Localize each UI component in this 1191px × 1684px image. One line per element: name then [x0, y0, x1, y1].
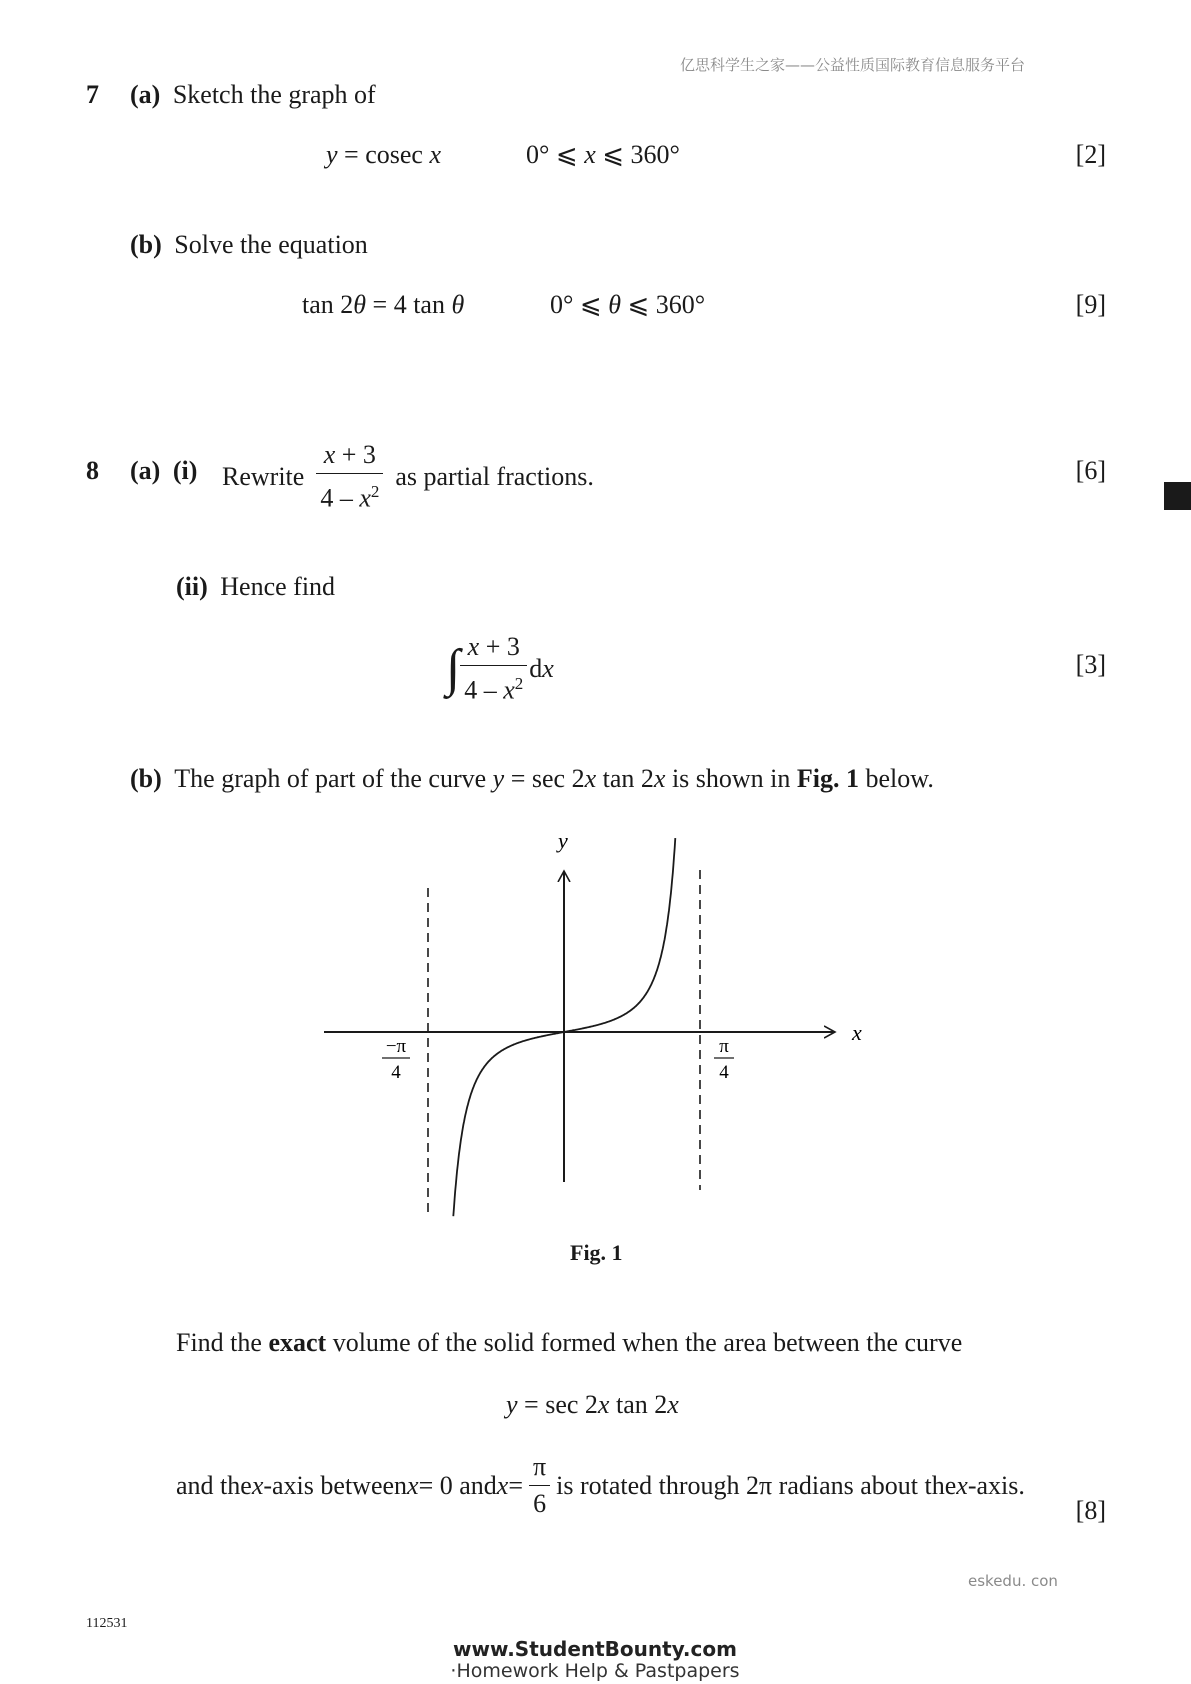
- neg-pi-numerator: −π: [385, 1036, 407, 1057]
- var-x: x: [407, 1470, 419, 1500]
- studentbounty-logo: [440, 1638, 750, 1682]
- question-8aii-marks: [3]: [1075, 650, 1106, 679]
- var-y: y: [492, 764, 505, 793]
- partial-fractions-text: as partial fractions.: [395, 461, 594, 491]
- question-8aii: [176, 572, 335, 602]
- var-x: x: [597, 1390, 610, 1419]
- var-x: x: [667, 1390, 679, 1419]
- fig-ref: Fig. 1: [796, 764, 860, 793]
- figure-1-graph: [300, 830, 880, 1220]
- question-7b: [130, 230, 368, 260]
- exponent: 2: [514, 674, 524, 693]
- eq-text: = cosec: [337, 140, 430, 169]
- question-7b-text: Solve the equation: [174, 230, 368, 259]
- rotation-text: [176, 1452, 1025, 1519]
- question-8b-marks: [8]: [1075, 1496, 1106, 1525]
- var-x: x: [542, 653, 554, 683]
- var-x: x: [359, 483, 371, 513]
- var-x: x: [251, 1470, 264, 1500]
- logo-line-2: ·Homework Help & Pastpapers: [450, 1660, 740, 1682]
- var-y: y: [506, 1390, 518, 1419]
- integral-sign: ∫: [446, 639, 461, 697]
- text: is shown in: [665, 764, 797, 793]
- var-x: x: [584, 764, 597, 793]
- question-7b-marks: [9]: [1075, 290, 1106, 319]
- exact-word: exact: [268, 1328, 327, 1357]
- range-var: θ: [608, 290, 621, 319]
- figure-caption: Fig. 1: [570, 1240, 623, 1265]
- question-8b-intro: [130, 764, 934, 794]
- subpart-label: (ii): [176, 572, 208, 601]
- curve-equation: [506, 1390, 679, 1420]
- question-7b-range: [550, 290, 705, 320]
- var-x: x: [429, 140, 441, 169]
- text: tan 2: [609, 1390, 668, 1419]
- x-axis-label: x: [852, 1020, 862, 1045]
- part-label: (a): [130, 80, 161, 109]
- question-7b-equation: [302, 290, 464, 320]
- exponent: 2: [370, 482, 380, 501]
- footer-site-watermark: eskedu. con: [968, 1572, 1058, 1590]
- text: -axis between: [263, 1470, 408, 1500]
- question-7a-range: [526, 140, 680, 170]
- text: volume of the solid formed when the area between the curve: [326, 1328, 963, 1357]
- part-label: (b): [130, 764, 162, 793]
- text: Find the: [176, 1328, 269, 1357]
- integral-expression: [446, 632, 554, 706]
- range-right: ⩽ 360°: [595, 140, 680, 169]
- question-7a-equation: [326, 140, 441, 170]
- question-7a-text: Sketch the graph of: [172, 80, 376, 109]
- y-axis-label: y: [558, 830, 568, 853]
- den-left: 4 –: [320, 483, 360, 513]
- question-8-number: 8: [86, 456, 99, 485]
- text: -axis.: [967, 1470, 1025, 1500]
- six-denominator: 6: [529, 1485, 550, 1519]
- question-7a-marks: [2]: [1075, 140, 1106, 169]
- fraction: [460, 632, 527, 706]
- pos-pi-numerator: π: [719, 1036, 729, 1057]
- question-8ai: [222, 440, 594, 514]
- paper-code: 112531: [86, 1616, 128, 1631]
- text: = sec 2: [504, 764, 585, 793]
- range-left: 0° ⩽: [526, 140, 585, 169]
- part-label: (b): [130, 230, 162, 259]
- find-volume-text: [176, 1328, 962, 1358]
- neg-pi-denominator: 4: [391, 1062, 401, 1083]
- text: and the: [176, 1470, 252, 1500]
- dx-d: d: [529, 653, 543, 683]
- text: below.: [859, 764, 934, 793]
- pos-pi-denominator: 4: [719, 1062, 729, 1083]
- question-7a: [130, 80, 376, 110]
- var-theta: θ: [353, 290, 367, 319]
- var-x: x: [323, 440, 336, 469]
- num-rest: + 3: [479, 632, 520, 661]
- var-x: x: [467, 632, 480, 661]
- text: = 0 and: [418, 1470, 497, 1500]
- question-7-number: 7: [86, 80, 99, 109]
- text: The graph of part of the curve: [174, 764, 493, 793]
- eq-left: tan 2: [302, 290, 354, 319]
- text: is rotated through 2π radians about the: [556, 1470, 957, 1500]
- var-y: y: [326, 140, 338, 169]
- logo-line-1: www.StudentBounty.com: [453, 1637, 737, 1661]
- var-theta: θ: [451, 290, 465, 319]
- question-8ai-marks: [6]: [1075, 456, 1106, 485]
- var-x: x: [496, 1470, 509, 1500]
- range-var: x: [584, 140, 596, 169]
- pi-over-6-fraction: [529, 1452, 550, 1519]
- part-label: (a): [130, 456, 161, 485]
- range-right: ⩽ 360°: [620, 290, 706, 319]
- var-x: x: [653, 764, 666, 793]
- den-left: 4 –: [464, 675, 504, 705]
- var-x: x: [956, 1470, 968, 1500]
- eq-mid: = 4 tan: [366, 290, 452, 319]
- fraction: [316, 440, 383, 514]
- var-x: x: [503, 675, 515, 705]
- rewrite-word: Rewrite: [222, 461, 305, 491]
- text: = sec 2: [517, 1390, 598, 1419]
- num-rest: + 3: [335, 440, 376, 469]
- header-watermark: 亿思科学生之家——公益性质国际教育信息服务平台: [680, 56, 1026, 74]
- text: tan 2: [596, 764, 654, 793]
- text: =: [508, 1470, 523, 1500]
- pi-numerator: π: [533, 1452, 547, 1481]
- page-edge-marker: [1164, 482, 1191, 510]
- hence-find-text: Hence find: [220, 572, 336, 601]
- subpart-label: (i): [172, 456, 198, 485]
- question-8a-label: [130, 456, 197, 486]
- range-left: 0° ⩽: [550, 290, 609, 319]
